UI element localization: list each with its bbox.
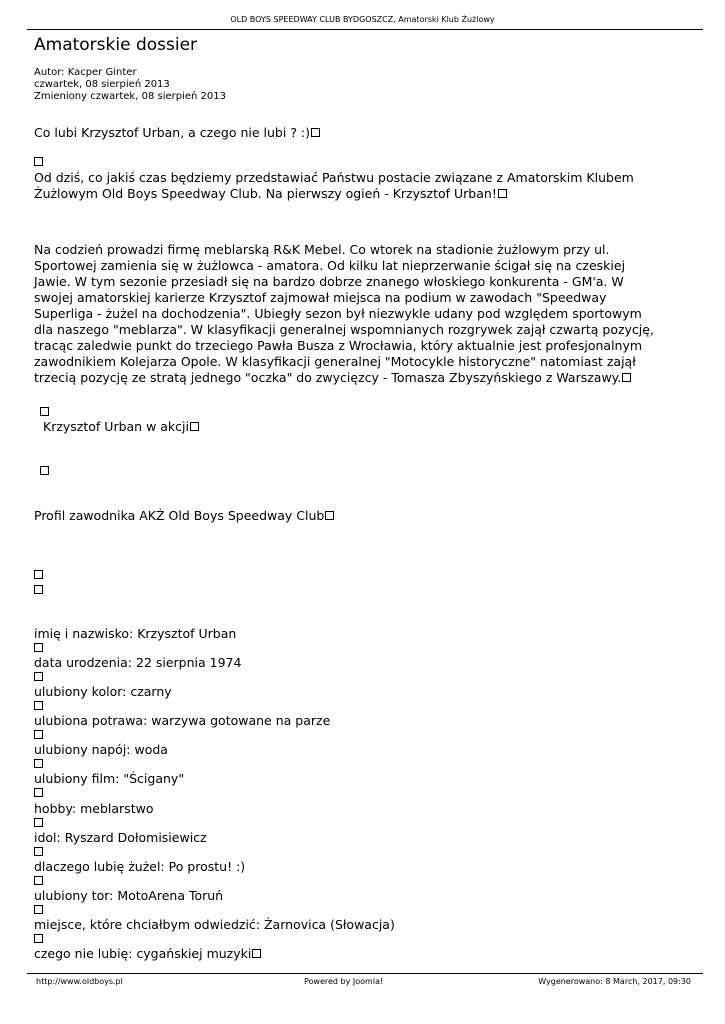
footer-generated: Wygenerowano: 8 March, 2017, 09:30: [538, 977, 691, 986]
image-placeholder-box: [40, 463, 49, 479]
site-header: OLD BOYS SPEEDWAY CLUB BYDGOSZCZ, Amatorski Klub Żużlowy: [230, 15, 495, 24]
profile-item-film: ulubiony film: "Ścigany": [34, 771, 185, 786]
image-placeholder-box: [40, 404, 49, 420]
lead-question: Co lubi Krzysztof Urban, a czego nie lubi ? :): [34, 125, 320, 141]
missing-glyph-box: [622, 373, 631, 382]
missing-glyph-box: [252, 949, 261, 958]
profile-heading: Profil zawodnika AKŻ Old Boys Speedway Club: [34, 508, 334, 524]
profile-item-hobby: hobby: meblarstwo: [34, 801, 154, 816]
missing-glyph-box: [34, 640, 43, 656]
profile-item-food: ulubiona potrawa: warzywa gotowane na parze: [34, 713, 331, 728]
profile-item-track: ulubiony tor: MotoArena Toruń: [34, 888, 224, 903]
missing-glyph-box: [34, 815, 43, 831]
missing-glyph-box: [498, 189, 507, 198]
profile-item-drink: ulubiony napój: woda: [34, 742, 168, 757]
footer-powered-by: Powered by Joomla!: [304, 977, 384, 986]
profile-item-dislike: czego nie lubię: cygańskiej muzyki: [34, 946, 261, 962]
intro-paragraph: Od dziś, co jakiś czas będziemy przedstawiać Państwu postacie związane z Amatorskim Klubem Żużlowym Old Boys Speedway Club. Na pierwszy ogień - Krzysztof Urban!: [34, 170, 634, 201]
footer-divider: [27, 973, 703, 974]
missing-glyph-box: [311, 128, 320, 137]
missing-glyph-box: [34, 669, 43, 685]
missing-glyph-box: [34, 727, 43, 743]
missing-glyph-box: [190, 422, 199, 431]
profile-item-idol: idol: Ryszard Dołomisiewicz: [34, 830, 207, 845]
missing-glyph-box: [34, 756, 43, 772]
missing-glyph-box: [34, 785, 43, 801]
profile-item-why: dlaczego lubię żużel: Po prostu! :): [34, 859, 246, 874]
profile-item-birthdate: data urodzenia: 22 sierpnia 1974: [34, 655, 242, 670]
image-caption: Krzysztof Urban w akcji: [43, 419, 199, 435]
missing-glyph-box: [34, 931, 43, 947]
missing-glyph-box: [34, 844, 43, 860]
missing-glyph-box: [34, 567, 43, 583]
profile-item-visit: miejsce, które chciałbym odwiedzić: Żarnovica (Słowacja): [34, 917, 395, 932]
footer-url[interactable]: http://www.oldboys.pl: [36, 977, 123, 986]
author-line: Autor: Kacper Ginter: [34, 67, 137, 78]
missing-glyph-box: [34, 902, 43, 918]
profile-item-name: imię i nazwisko: Krzysztof Urban: [34, 626, 237, 641]
profile-item-color: ulubiony kolor: czarny: [34, 684, 172, 699]
missing-glyph-box: [34, 698, 43, 714]
missing-glyph-box: [34, 154, 43, 170]
modified-date: Zmieniony czwartek, 08 sierpień 2013: [34, 91, 226, 102]
created-date: czwartek, 08 sierpień 2013: [34, 79, 170, 90]
page-title: Amatorskie dossier: [34, 35, 198, 55]
header-divider: [27, 29, 703, 30]
missing-glyph-box: [34, 873, 43, 889]
missing-glyph-box: [34, 582, 43, 598]
body-paragraph: Na codzień prowadzi firmę meblarską R&K Mebel. Co wtorek na stadionie żużlowym przy ul. Sportowej zamienia się w żużlowca - amatora. Od kilku lat nieprzerwanie ścigał się na czeskiej Jawie. W tym sezonie przesiadł się na bardzo dobrze znanego włoskiego konkurenta - GM'a. W swojej amatorskiej karierze Krzysztof zajmował miejsca na podium w zawodach "Speedway Superliga - żużel na dochodzenia". Ubiegły sezon był niezwykle udany pod względem sportowym dla naszego "meblarza". W klasyfikacji generalnej wspomnianych rozgrywek zajął czwartą pozycję, tracąc zaledwie punkt do trzeciego Pawła Busza z Wrocławia, który aktualnie jest profesjonalnym zawodnikiem Kolejarza Opole. W klasyfikacji generalnej "Motocykle historyczne" natomiast zajął trzecią pozycję ze stratą jednego "oczka" do zwycięzcy - Tomasza Zbyszyńskiego z Warszawy.: [34, 242, 654, 385]
missing-glyph-box: [325, 511, 334, 520]
